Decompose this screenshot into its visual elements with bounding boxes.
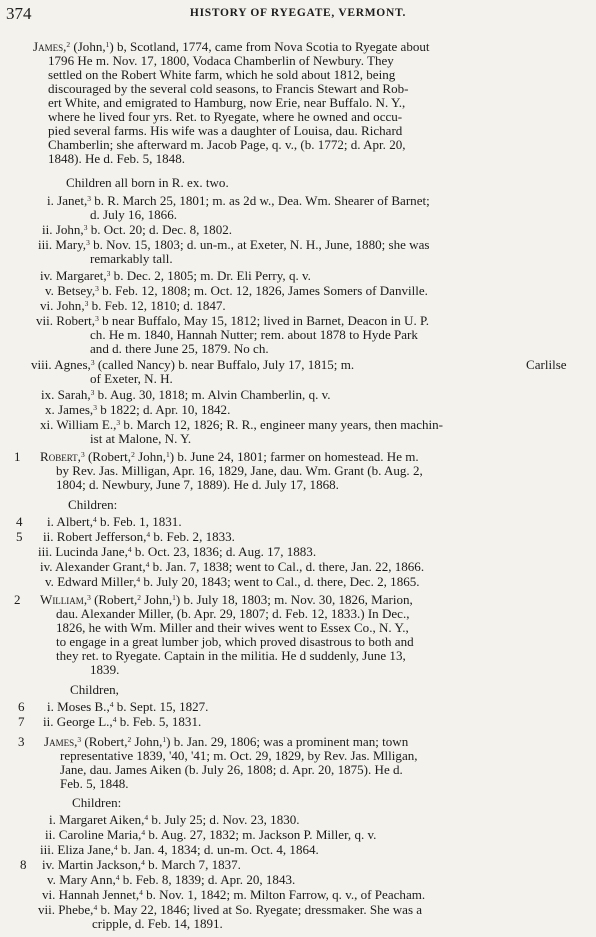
text-line: ii. Caroline Maria,$^4$ b. Aug. 27, 1832; m. Jackson P. Miller, q. v. xyxy=(45,827,377,842)
text-line: i. Albert,$^4$ b. Feb. 1, 1831. xyxy=(47,514,182,529)
text-line: 1826, he with Wm. Miller and their wives went to Essex Co., N. Y., xyxy=(56,620,409,635)
text-line: ist at Malone, N. Y. xyxy=(90,431,192,446)
text-line: Chamberlin; she afterward m. Jacob Page, q. v., (b. 1772; d. Apr. 20, xyxy=(48,137,406,152)
text-line: William,$^3$ (Robert,$^2$ John,$^1$) b. July 18, 1803; m. Nov. 30, 1826, Marion, xyxy=(40,592,413,607)
text-line: James,$^2$ (John,$^1$) b, Scotland, 1774, came from Nova Scotia to Ryegate about xyxy=(33,39,430,54)
margin-number: 1 xyxy=(14,449,21,464)
text-line: remarkably tall. xyxy=(90,251,173,266)
text-line: cripple, d. Feb. 14, 1891. xyxy=(92,916,223,931)
margin-number: 3 xyxy=(18,734,25,749)
margin-number: 2 xyxy=(14,592,21,607)
text-line: ii. Robert Jefferson,$^4$ b. Feb. 2, 1833. xyxy=(43,529,235,544)
text-line: ch. He m. 1840, Hannah Nutter; rem. about 1878 to Hyde Park xyxy=(90,327,418,342)
text-line: Children: xyxy=(72,795,122,810)
margin-number: 6 xyxy=(18,699,25,714)
text-line: they ret. to Ryegate. Captain in the militia. He d suddenly, June 13, xyxy=(56,648,406,663)
text-line: to engage in a great lumber job, which proved disastrous to both and xyxy=(56,634,414,649)
margin-number: 8 xyxy=(20,857,27,872)
text-line: ii. George L.,$^4$ b. Feb. 5, 1831. xyxy=(43,714,202,729)
text-line: vii. Phebe,$^4$ b. May 22, 1846; lived at So. Ryegate; dressmaker. She was a xyxy=(38,902,423,917)
text-line: Robert,$^3$ (Robert,$^2$ John,$^1$) b. June 24, 1801; farmer on homestead. He m. xyxy=(40,449,419,464)
margin-number: 7 xyxy=(18,714,25,729)
text-line: iii. Eliza Jane,$^4$ b. Jan. 4, 1834; d. un-m. Oct. 4, 1864. xyxy=(40,842,319,857)
text-line: discouraged by the several cold seasons, to Francis Stewart and Rob- xyxy=(48,81,409,96)
text-line: iv. Margaret,$^3$ b. Dec. 2, 1805; m. Dr. Eli Perry, q. v. xyxy=(40,268,311,283)
text-line: settled on the Robert White farm, which he sold about 1812, being xyxy=(48,67,396,82)
text-line: v. Edward Miller,$^4$ b. July 20, 1843; went to Cal., d. there, Dec. 2, 1865. xyxy=(45,574,420,589)
text-line: iii. Lucinda Jane,$^4$ b. Oct. 23, 1836; d. Aug. 17, 1883. xyxy=(38,544,317,559)
text-line: viii. Agnes,$^3$ (called Nancy) b. near Buffalo, July 17, 1815; m. xyxy=(31,357,355,372)
text-line: ii. John,$^3$ b. Oct. 20; d. Dec. 8, 1802. xyxy=(42,222,233,237)
text-line: 1804; d. Newbury, June 7, 1889). He d. July 17, 1868. xyxy=(56,477,339,492)
text-line: x. James,$^3$ b 1822; d. Apr. 10, 1842. xyxy=(45,402,231,417)
text-line: xi. William E.,$^3$ b. March 12, 1826; R. R., engineer many years, then machin- xyxy=(40,417,443,432)
text-line: vii. Robert,$^3$ b near Buffalo, May 15, 1812; lived in Barnet, Deacon in U. P. xyxy=(36,313,430,328)
text-line: where he lived four yrs. Ret. to Ryegate, where he owned and occu- xyxy=(48,109,403,124)
page-header xyxy=(6,4,590,24)
text-line: James,$^3$ (Robert,$^2$ John,$^1$) b. Jan. 29, 1806; was a prominent man; town xyxy=(44,734,409,749)
text-line: Children, xyxy=(70,682,119,697)
text-line: Children all born in R. ex. two. xyxy=(66,175,229,190)
text-line: v. Mary Ann,$^4$ b. Feb. 8, 1839; d. Apr. 20, 1843. xyxy=(47,872,296,887)
text-line: 1839. xyxy=(90,662,120,677)
text-line: ert White, and emigrated to Hamburg, now Erie, near Buffalo. N. Y., xyxy=(48,95,406,110)
margin-number: 5 xyxy=(16,529,23,544)
running-head: HISTORY OF RYEGATE, VERMONT. xyxy=(189,7,407,19)
text-line: representative 1839, '40, '41; m. Oct. 29, 1829, by Rev. Jas. Mlligan, xyxy=(60,748,418,763)
text-line: Children: xyxy=(68,497,118,512)
text-line: by Rev. Jas. Milligan, Apr. 16, 1829, Jane, dau. Wm. Grant (b. Aug. 2, xyxy=(56,463,423,478)
text-line: of Exeter, N. H. xyxy=(90,371,173,386)
text-line: Jane, dau. James Aiken (b. July 26, 1808; d. Apr. 20, 1875). He d. xyxy=(60,762,403,777)
text-line: vi. John,$^3$ b. Feb. 12, 1810; d. 1847. xyxy=(40,298,226,313)
text-line: and d. there June 25, 1879. No ch. xyxy=(90,341,269,356)
text-line: v. Betsey,$^3$ b. Feb. 12, 1808; m. Oct. 12, 1826, James Somers of Danville. xyxy=(45,283,428,298)
page-number: 374 xyxy=(6,4,32,23)
text-line: i. Moses B.,$^4$ b. Sept. 15, 1827. xyxy=(47,699,209,714)
text-line: iv. Alexander Grant,$^4$ b. Jan. 7, 1838; went to Cal., d. there, Jan. 22, 1866. xyxy=(40,559,425,574)
text-line: vi. Hannah Jennet,$^4$ b. Nov. 1, 1842; m. Milton Farrow, q. v., of Peacham. xyxy=(42,887,426,902)
text-line: i. Margaret Aiken,$^4$ b. July 25; d. Nov. 23, 1830. xyxy=(49,812,300,827)
text-line: Carlilse xyxy=(526,357,567,372)
text-line: Feb. 5, 1848. xyxy=(60,776,129,791)
text-line: iv. Martin Jackson,$^4$ b. March 7, 1837. xyxy=(42,857,241,872)
margin-number: 4 xyxy=(16,514,23,529)
text-line: iii. Mary,$^3$ b. Nov. 15, 1803; d. un-m., at Exeter, N. H., June, 1880; she was xyxy=(38,237,430,252)
text-line: 1796 He m. Nov. 17, 1800, Vodaca Chamberlin of Newbury. They xyxy=(48,53,394,68)
text-line: pied several farms. His wife was a daughter of Louisa, dau. Richard xyxy=(48,123,403,138)
text-line: i. Janet,$^3$ b. R. March 25, 1801; m. as 2d w., Dea. Wm. Shearer of Barnet; xyxy=(47,193,430,208)
text-line: dau. Alexander Miller, (b. Apr. 29, 1807; d. Feb. 12, 1833.) In Dec., xyxy=(56,606,410,621)
text-line: d. July 16, 1866. xyxy=(90,207,177,222)
text-line: ix. Sarah,$^3$ b. Aug. 30, 1818; m. Alvin Chamberlin, q. v. xyxy=(41,387,331,402)
text-line: 1848). He d. Feb. 5, 1848. xyxy=(48,151,185,166)
